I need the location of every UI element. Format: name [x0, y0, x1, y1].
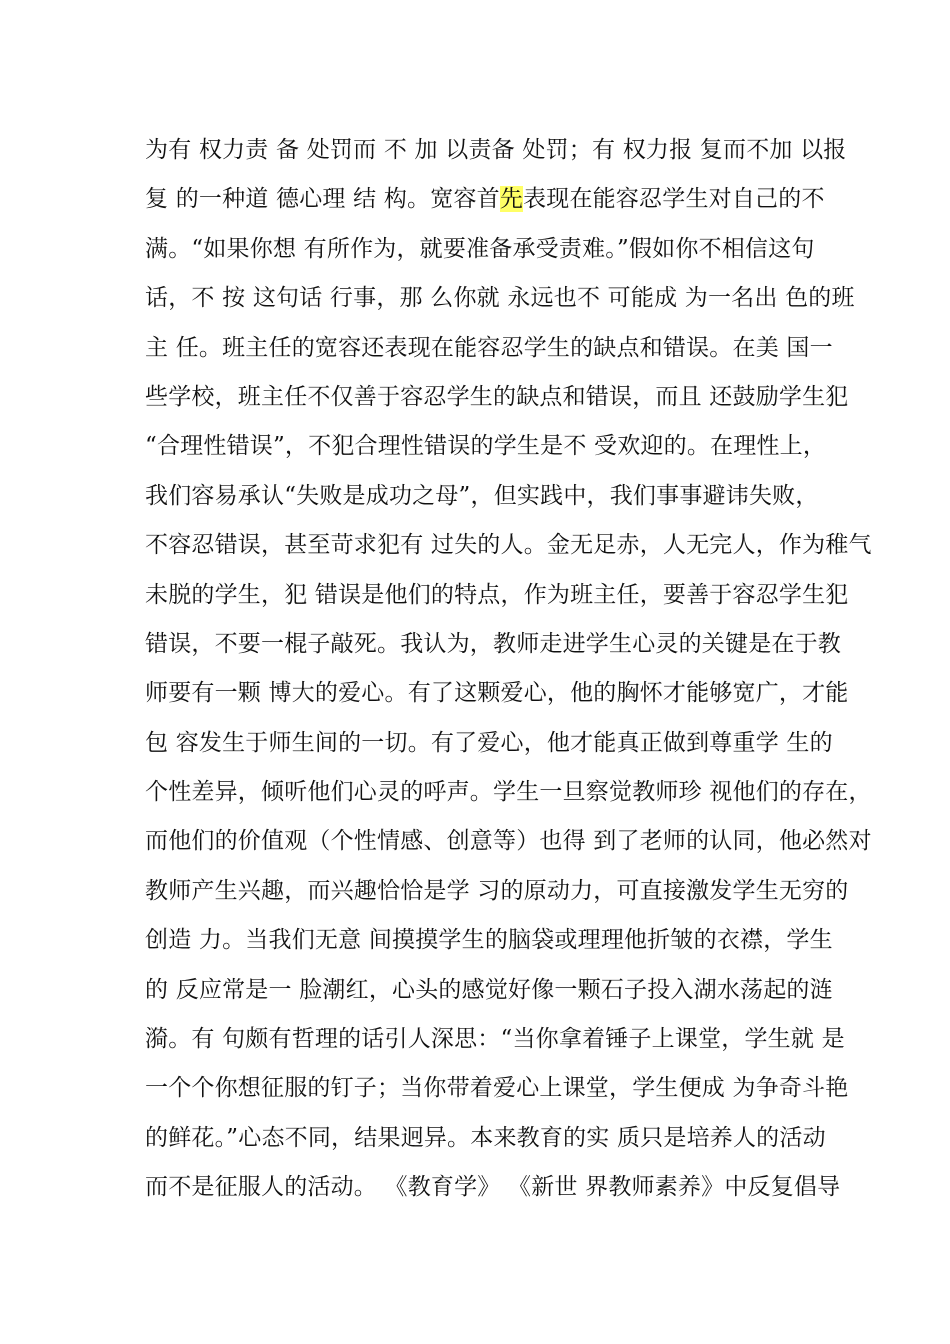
text-line: 漪。有 句颇有哲理的话引人深思：“当你拿着锤子上课堂，学生就 是	[145, 1026, 845, 1053]
text-line: 未脱的学生，犯 错误是他们的特点，作为班主任，要善于容忍学生犯	[145, 581, 849, 608]
text-segment: 表现在能容忍学生对自己的不	[523, 186, 825, 213]
text-line-with-highlight	[145, 179, 825, 228]
text-line: 创造 力。当我们无意 间摸摸学生的脑袋或理理他折皱的衣襟，学生	[145, 927, 833, 954]
text-segment: 复 的一种道 德心理 结 构。宽容首	[145, 186, 500, 213]
text-line: 些学校，班主任不仅善于容忍学生的缺点和错误，而且 还鼓励学生犯	[145, 383, 849, 410]
text-line: 个性差异，倾听他们心灵的呼声。学生一旦察觉教师珍 视他们的存在，	[145, 779, 872, 806]
text-line: 我们容易承认“失败是成功之母”，但实践中，我们事事避讳失败，	[145, 482, 819, 509]
text-line: 一个个你想征服的钉子；当你带着爱心上课堂，学生便成 为争奇斗艳	[145, 1075, 849, 1102]
text-line: 包 容发生于师生间的一切。有了爱心，他才能真正做到尊重学 生的	[145, 729, 833, 756]
text-line: 而他们的价值观（个性情感、创意等）也得 到了老师的认同，他必然对	[145, 828, 872, 855]
text-line: “合理性错误”，不犯合理性错误的学生是不 受欢迎的。在理性上，	[145, 433, 827, 460]
text-line: 为有 权力责 备 处罚而 不 加 以责备 处罚；有 权力报 复而不加 以报	[145, 137, 847, 163]
text-line: 主 任。班主任的宽容还表现在能容忍学生的缺点和错误。在美 国一	[145, 334, 833, 361]
text-line: 错误，不要一棍子敲死。我认为，教师走进学生心灵的关键是在于教	[145, 630, 841, 657]
text-line: 师要有一颗 博大的爱心。有了这颗爱心，他的胸怀才能够宽广，才能	[145, 680, 849, 707]
text-line: 满。“如果你想 有所作为，就要准备承受责难。”假如你不相信这句	[145, 235, 815, 262]
text-line: 教师产生兴趣，而兴趣恰恰是学 习的原动力，可直接激发学生无穷的	[145, 877, 849, 904]
text-line: 不容忍错误，甚至苛求犯有 过失的人。金无足赤，人无完人，作为稚气	[145, 532, 872, 559]
text-line: 的鲜花。”心态不同，结果迥异。本来教育的实 质只是培养人的活动	[145, 1124, 826, 1151]
text-line: 的 反应常是一 脸潮红，心头的感觉好像一颗石子投入湖水荡起的涟	[145, 976, 833, 1003]
text-line: 而不是征服人的活动。 《教育学》 《新世 界教师素养》中反复倡导	[145, 1174, 841, 1201]
body-text	[145, 130, 872, 1217]
text-line: 话，不 按 这句话 行事，那 么你就 永远也不 可能成 为一名出 色的班	[145, 285, 855, 312]
highlighted-character: 先	[499, 186, 524, 213]
